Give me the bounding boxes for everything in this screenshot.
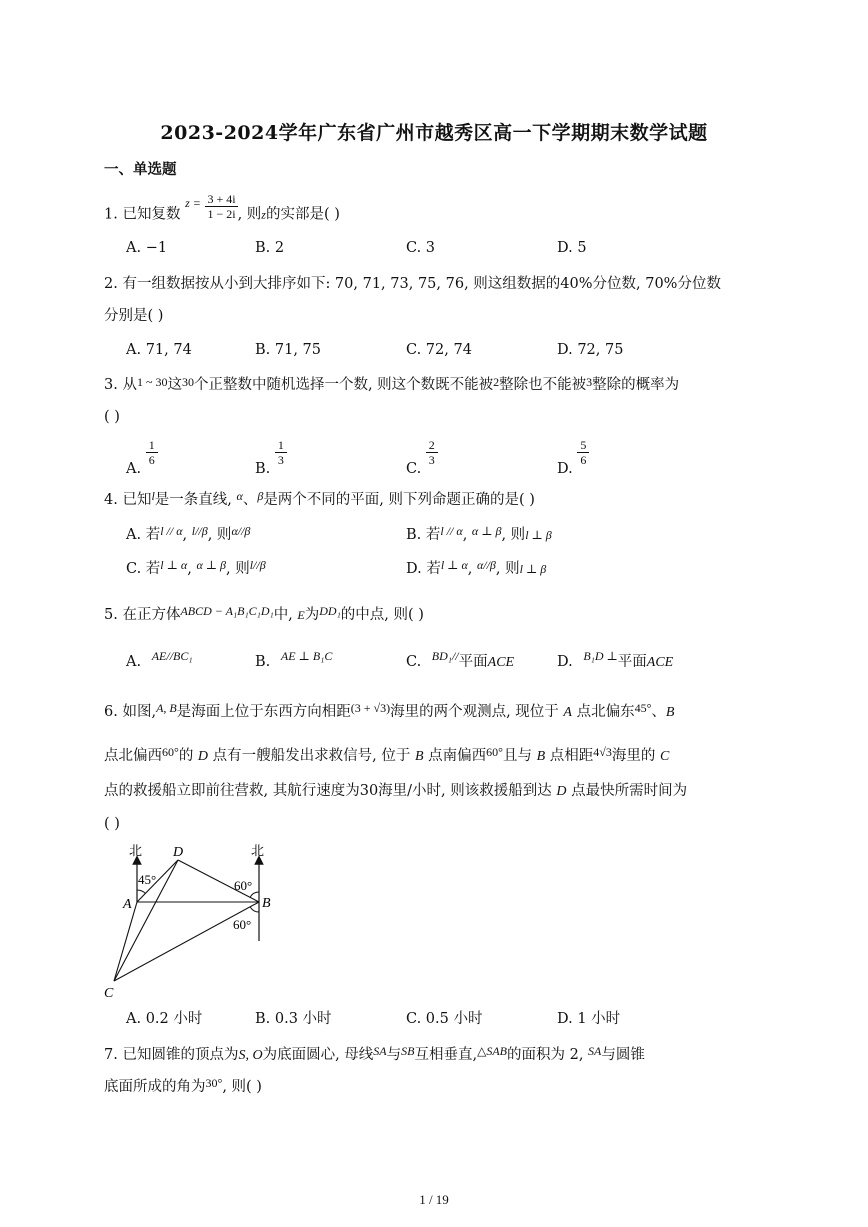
question-2-line-1: 2. 有一组数据按从小到大排序如下: 70, 71, 73, 75, 76, 则这组数据的40%分位数, 70%分位数: [104, 276, 721, 292]
north-label-b: 北: [251, 844, 265, 859]
option-c[interactable]: C. 3: [406, 240, 436, 256]
point-label-b: B: [262, 896, 271, 911]
north-label-a: 北: [129, 844, 143, 859]
fraction: $\frac{3 + 4i}{1 - 2i}$: [207, 192, 236, 221]
angle-label-60-lower: 60°: [233, 917, 252, 932]
angle-label-45: 45°: [138, 872, 157, 887]
option-a[interactable]: A. $^{AE//BC_1}$: [126, 649, 193, 670]
option-c[interactable]: C. 0.5 小时: [406, 1011, 483, 1027]
option-c[interactable]: C. 72, 74: [406, 342, 472, 358]
angle-label-60-upper: 60°: [234, 878, 253, 893]
point-label-d: D: [173, 845, 184, 860]
option-d[interactable]: D. 5: [557, 240, 587, 256]
question-4: 4. 已知$^l$是一条直线, $^\alpha$、$^\beta$是两个不同的平面, 则下列命题正确的是( ): [104, 489, 535, 508]
option-d[interactable]: D. $^{B_1D \perp}$平面ACE: [557, 649, 674, 670]
question-7-line-1: 7. 已知圆锥的顶点为S, O为底面圆心, 母线$^{SA}$与$^{SB}$互相垂直,$^{\triangle SAB}$的面积为 2, $^{SA}$与圆锥: [104, 1044, 645, 1063]
option-b[interactable]: B. 若$^{l // \alpha}$, $^{\alpha \perp \beta}$, 则l ⊥ β: [406, 524, 552, 543]
question-6-line-1: 6. 如图,$^{A, B}$是海面上位于东西方向相距$^{(3 + √3)}$海里的两个观测点, 现位于 A 点北偏东$^{45^\circ}$、B: [104, 701, 675, 720]
option-a[interactable]: A. −1: [126, 240, 168, 256]
page-number: 1 / 19: [419, 1192, 449, 1207]
question-6-line-3: 点的救援船立即前往营救, 其航行速度为30海里/小时, 则该救援船到达 D 点最快所需时间为: [104, 783, 688, 799]
option-d[interactable]: D. $\frac{5}{6}$: [557, 438, 589, 467]
question-6-line-4: ( ): [104, 816, 120, 832]
angle-arc-60-lower: [250, 907, 259, 912]
option-c[interactable]: C. $^{BD_1//}$平面ACE: [406, 649, 515, 670]
option-d[interactable]: D. 72, 75: [557, 342, 624, 358]
section-heading: 一、单选题: [104, 161, 177, 178]
segment-ac: [114, 902, 137, 981]
option-d[interactable]: D. 若$^{l \perp \alpha}$, $^{\alpha//\beta}$, 则l ⊥ β: [406, 558, 547, 577]
option-a[interactable]: A. 71, 74: [126, 342, 192, 358]
option-a[interactable]: A. 0.2 小时: [126, 1011, 203, 1027]
point-label-c: C: [104, 986, 114, 1001]
fraction: $\frac{2}{3}$: [426, 438, 438, 467]
question-1: 1. 已知复数 $^{z =}$ $\frac{3 + 4i}{1 - 2i}$ , 则z的实部是( ): [104, 192, 340, 223]
option-b[interactable]: B. 2: [255, 240, 285, 256]
option-b[interactable]: B. $\frac{1}{3}$: [255, 438, 287, 467]
option-b[interactable]: B. 71, 75: [255, 342, 321, 358]
question-5: 5. 在正方体$^{ABCD - A_1B_1C_1D_1}$中, E为$^{DD_1}$的中点, 则( ): [104, 604, 424, 623]
option-b[interactable]: B. 0.3 小时: [255, 1011, 332, 1027]
question-3-line-2: ( ): [104, 409, 120, 425]
question-3-line-1: 3. 从$^{1 \sim 30}$这$^{30}$个正整数中随机选择一个数, 则这个数既不能被$^2$整除也不能被$^3$整除的概率为: [104, 375, 680, 393]
option-c[interactable]: C. $\frac{2}{3}$: [406, 438, 438, 467]
angle-arc-45: [137, 890, 146, 894]
option-b[interactable]: B. $^{AE \perp B_1C}$: [255, 649, 333, 670]
question-6-line-2: 点北偏西$^{60^\circ}$的 D 点有一艘船发出求救信号, 位于 B 点南偏西$^{60^\circ}$且与 B 点相距$^{4√3}$海里的 C: [104, 745, 670, 764]
page-title: 2023-2024学年广东省广州市越秀区高一下学期期末数学试题: [160, 122, 708, 144]
fraction: $\frac{1}{6}$: [146, 438, 158, 467]
option-a[interactable]: A. 若$^{l // \alpha}$, $^{l//\beta}$, 则$^{\alpha//\beta}$: [126, 524, 251, 543]
point-label-a: A: [123, 897, 132, 912]
fraction: $\frac{1}{3}$: [275, 438, 287, 467]
option-a[interactable]: A. $\frac{1}{6}$: [126, 438, 158, 467]
fraction: $\frac{5}{6}$: [577, 438, 589, 467]
option-c[interactable]: C. 若$^{l \perp \alpha}$, $^{\alpha \perp \beta}$, 则$^{l//\beta}$: [126, 558, 266, 577]
question-2-line-2: 分别是( ): [104, 308, 164, 324]
option-d[interactable]: D. 1 小时: [557, 1011, 621, 1027]
segment-bc: [114, 902, 259, 981]
question-7-line-2: 底面所成的角为$^{30^\circ}$, 则( ): [104, 1076, 262, 1095]
triangle-diagram: [100, 838, 290, 1003]
